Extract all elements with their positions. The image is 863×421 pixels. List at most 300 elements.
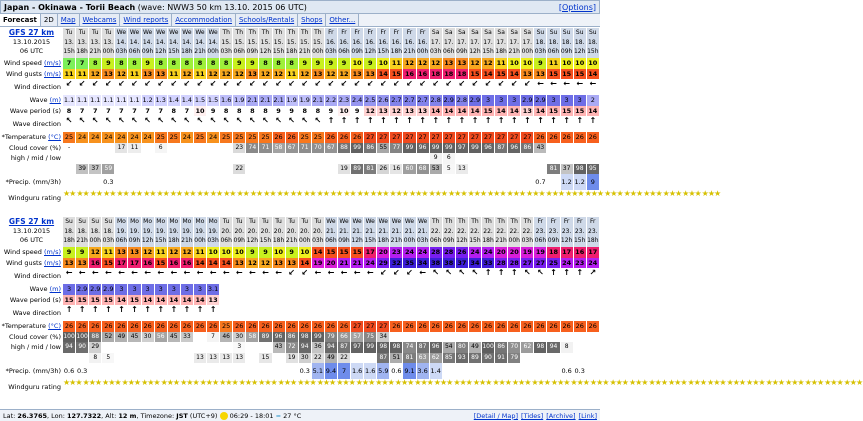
date: 14. bbox=[142, 38, 153, 46]
date: 16. bbox=[365, 38, 375, 46]
wave-height-cell: 3 bbox=[142, 284, 155, 295]
wave-height-cell: 1.1 bbox=[63, 96, 75, 104]
rating-stars: ★★ bbox=[317, 190, 330, 212]
rating-stars: ★★★ bbox=[389, 190, 409, 212]
date: 13. bbox=[103, 38, 114, 46]
wind-direction-cell: ← bbox=[547, 79, 560, 95]
time-column bbox=[168, 28, 181, 58]
time-column bbox=[246, 28, 259, 58]
wind-speed-cell: 13 bbox=[128, 247, 141, 258]
cloud-low-cell: 81 bbox=[403, 353, 416, 364]
rating-stars: ★★ bbox=[170, 190, 183, 212]
time-column bbox=[495, 217, 508, 247]
wind-gusts-cell: 11 bbox=[128, 69, 141, 80]
day: Th bbox=[314, 29, 322, 36]
wind-speed-cell: 13 bbox=[456, 58, 469, 69]
wave-period-cell: 9 bbox=[351, 106, 364, 117]
wave-direction-cell bbox=[364, 305, 377, 321]
rating-stars: ★★★ bbox=[487, 190, 507, 212]
tab-accommodation[interactable]: Accommodation bbox=[172, 14, 236, 26]
cloud-mid-cell bbox=[259, 342, 272, 353]
temperature-cell: 26 bbox=[547, 132, 560, 143]
tab-shops[interactable]: Shops bbox=[298, 14, 326, 26]
wind-speed-label-text: Wind speed bbox=[3, 248, 42, 256]
cloud-high-cells bbox=[63, 143, 600, 154]
time-column bbox=[508, 217, 521, 247]
wave-direction-cell: ↑ bbox=[128, 305, 141, 321]
temperature-cell: 24 bbox=[115, 132, 128, 143]
wave-direction-cell: ↑ bbox=[364, 116, 377, 132]
temperature-cell: 27 bbox=[377, 132, 390, 143]
wind-gusts-label bbox=[0, 69, 63, 80]
date: 16. bbox=[391, 38, 402, 46]
date: 17. bbox=[470, 38, 480, 46]
hour: 15h bbox=[364, 237, 376, 244]
wind-gusts-cell: 12 bbox=[273, 69, 286, 80]
time-column bbox=[128, 28, 141, 58]
wave-height-cell: 2.9 bbox=[469, 96, 481, 104]
hour: 06h bbox=[534, 237, 547, 244]
wind-speed-cell: 28 bbox=[443, 247, 456, 258]
cloud-mid-row bbox=[0, 153, 600, 164]
cloud-low-cell: 60 bbox=[403, 164, 416, 175]
cloud-low-cell bbox=[142, 164, 155, 175]
wind-speed-cell: 26 bbox=[456, 247, 469, 258]
rating-stars: ★★★ bbox=[785, 379, 805, 401]
cloud-low-cell bbox=[259, 164, 272, 175]
day: Th bbox=[497, 218, 505, 225]
cloud-mid-cell: 3 bbox=[233, 342, 246, 353]
hour: 21h bbox=[390, 237, 403, 244]
wind-speed-cell: 9 bbox=[325, 58, 338, 69]
rating-stars: ★★ bbox=[290, 190, 303, 212]
wind-gusts-cell: 14 bbox=[587, 69, 600, 80]
footer-link--tides-[interactable]: [Tides] bbox=[521, 411, 544, 420]
date: 13. bbox=[90, 38, 100, 46]
temperature-cell: 24 bbox=[142, 132, 155, 143]
rating-stars: ★★★ bbox=[467, 190, 487, 212]
wind-speed-cell: 11 bbox=[155, 247, 168, 258]
wave-period-cell: 9 bbox=[273, 106, 286, 117]
footer-link--link-[interactable]: [Link] bbox=[578, 411, 597, 420]
wave-direction-cell bbox=[233, 305, 246, 321]
wind-direction-cell: ↙ bbox=[142, 79, 155, 95]
cloud-mid-cell bbox=[181, 342, 194, 353]
rating-stars: ★★ bbox=[76, 190, 89, 212]
wave-period-cells bbox=[63, 295, 600, 306]
wind-speed-label-unit[interactable]: (m/s) bbox=[44, 248, 61, 256]
wind-direction-cell: ↙ bbox=[390, 79, 403, 95]
wind-direction-cell: ← bbox=[207, 268, 220, 284]
date: 13. bbox=[77, 38, 87, 46]
cloud-high-cell: 55 bbox=[377, 143, 390, 154]
time-column bbox=[181, 28, 194, 58]
temperature-cells bbox=[63, 321, 600, 332]
wind-direction-cell: ← bbox=[312, 268, 325, 284]
hour: 06h bbox=[115, 237, 128, 244]
temperature-cell: 26 bbox=[521, 321, 534, 332]
cloud-low-cell bbox=[155, 164, 168, 175]
tab-other-[interactable]: Other... bbox=[326, 14, 359, 26]
rating-stars: ★★★ bbox=[585, 190, 605, 212]
cloud-low-cell: 13 bbox=[456, 164, 469, 175]
footer-link--detail-map-[interactable]: [Detail / Map] bbox=[473, 411, 519, 420]
day: Th bbox=[431, 218, 440, 225]
cloud-high-cell: 58 bbox=[273, 143, 286, 154]
tab-webcams[interactable]: Webcams bbox=[80, 14, 121, 26]
wind-speed-cell: 7 bbox=[76, 58, 89, 69]
options-link[interactable]: [Options] bbox=[558, 2, 596, 12]
wind-gusts-cell: 27 bbox=[521, 258, 534, 269]
time-column bbox=[142, 217, 155, 247]
wave-direction-cell: ↖ bbox=[220, 116, 233, 132]
temperature-cell: 27 bbox=[430, 132, 443, 143]
hour: 06h bbox=[547, 48, 560, 55]
rating-stars: ★★ bbox=[250, 190, 263, 212]
date: 14. bbox=[155, 38, 166, 46]
precipitation-cell: 9 bbox=[587, 174, 600, 190]
temperature-cell: 26 bbox=[128, 321, 141, 332]
wind-gusts-cell: 23 bbox=[574, 258, 587, 269]
time-column bbox=[403, 28, 416, 58]
wave-height-cell bbox=[417, 284, 430, 295]
precipitation-cell: 9.4 bbox=[325, 363, 338, 379]
wind-direction-cell: ← bbox=[63, 268, 76, 284]
hour: 12h bbox=[364, 48, 376, 55]
day: Fr bbox=[354, 29, 360, 36]
hour: 12h bbox=[259, 48, 272, 55]
rating-stars: ★★★ bbox=[590, 379, 610, 401]
hour: 12h bbox=[246, 237, 259, 244]
day: Sa bbox=[510, 29, 518, 36]
wind-direction-cell: ↙ bbox=[338, 79, 351, 95]
hour: 12h bbox=[154, 48, 167, 55]
hour: 09h bbox=[351, 48, 363, 55]
time-column bbox=[76, 217, 89, 247]
temperature-cell: 24 bbox=[89, 132, 102, 143]
wind-direction-label-text: Wind direction bbox=[14, 272, 61, 280]
wind-gusts-cell: 15 bbox=[390, 69, 403, 80]
wave-height-label-text: Wave bbox=[29, 285, 48, 293]
date: 19. bbox=[155, 227, 166, 235]
wave-period-cell: 8 bbox=[246, 106, 259, 117]
wave-height-cell: 1.1 bbox=[76, 96, 88, 104]
day: Tu bbox=[235, 218, 243, 225]
day: Fr bbox=[380, 29, 387, 36]
precipitation-cell: 7 bbox=[338, 363, 351, 379]
day: Mo bbox=[195, 218, 205, 225]
cloud-mid-cell bbox=[220, 342, 233, 353]
wave-height-cell: 3 bbox=[128, 284, 141, 295]
wind-speed-cell: 9 bbox=[246, 58, 259, 69]
footer-link--archive-[interactable]: [Archive] bbox=[546, 411, 576, 420]
wave-height-cell: 2.9 bbox=[103, 285, 114, 293]
temperature-cell: 26 bbox=[194, 321, 207, 332]
cloud-low-cell bbox=[495, 164, 508, 175]
model-name-link[interactable]: GFS 27 km bbox=[8, 217, 55, 226]
temperature-label-unit[interactable]: (°C) bbox=[48, 322, 61, 330]
date: 17. bbox=[457, 38, 467, 46]
temperature-cell: 26 bbox=[561, 132, 574, 143]
tab-bar bbox=[0, 14, 600, 27]
wind-speed-cell: 19 bbox=[534, 247, 547, 258]
cloud-low-cell bbox=[299, 164, 312, 175]
cloud-mid-cell: 9 bbox=[430, 153, 443, 164]
wave-period-cell: 7 bbox=[181, 106, 194, 117]
wave-direction-cell: ↖ bbox=[155, 116, 168, 132]
wind-speed-cell: 20 bbox=[495, 247, 508, 258]
wave-height-label-unit[interactable]: (m) bbox=[49, 285, 61, 293]
day: Mo bbox=[169, 218, 179, 225]
wind-gusts-cell: 14 bbox=[220, 258, 233, 269]
date: 18. bbox=[548, 38, 559, 46]
wind-gusts-cell: 38 bbox=[430, 258, 443, 269]
date: 19. bbox=[208, 227, 218, 235]
precipitation-cell bbox=[508, 174, 521, 190]
cloud-high-cell: 46 bbox=[220, 332, 233, 343]
wind-gusts-cell: 19 bbox=[312, 258, 325, 269]
wind-gusts-cell: 12 bbox=[220, 69, 233, 80]
cloud-high-cell: 99 bbox=[312, 332, 325, 343]
cloud-low-cells bbox=[63, 353, 600, 364]
rating-stars: ★★ bbox=[210, 190, 223, 212]
wind-direction-cell: ↙ bbox=[299, 268, 312, 284]
wind-speed-cell: 24 bbox=[403, 247, 416, 258]
wind-gusts-cell: 25 bbox=[547, 258, 560, 269]
day: Su bbox=[91, 218, 100, 225]
page-title bbox=[4, 3, 307, 12]
wave-direction-cell: ↑ bbox=[482, 116, 495, 132]
wind-speed-cell: 23 bbox=[390, 247, 403, 258]
wave-direction-cell bbox=[456, 305, 469, 321]
tab-2d[interactable]: 2D bbox=[41, 14, 58, 26]
hour: 15h bbox=[154, 237, 167, 244]
day: Sa bbox=[523, 29, 532, 36]
time-column bbox=[63, 217, 76, 247]
time-column bbox=[312, 217, 325, 247]
day: We bbox=[156, 29, 166, 36]
cloud-mid-cell bbox=[246, 153, 259, 164]
wind-speed-cell: 10 bbox=[561, 58, 574, 69]
wave-period-cell: 9 bbox=[207, 106, 220, 117]
wind-speed-row bbox=[0, 247, 600, 258]
cloud-low-cell: 13 bbox=[220, 353, 233, 364]
cloud-low-cell bbox=[286, 164, 299, 175]
cloud-mid-cell bbox=[299, 153, 312, 164]
date: 21. bbox=[365, 227, 375, 235]
day: Fr bbox=[419, 29, 426, 36]
cloud-low-cell bbox=[561, 353, 574, 364]
cloud-low-cell bbox=[246, 353, 259, 364]
cloud-mid-cells bbox=[63, 342, 600, 353]
tab-forecast[interactable]: Forecast bbox=[0, 14, 41, 26]
cloud-low-cell: 13 bbox=[194, 353, 207, 364]
day: Th bbox=[523, 218, 532, 225]
model-name-link[interactable]: GFS 27 km bbox=[8, 28, 55, 37]
cloud-high-cell: 99 bbox=[469, 143, 482, 154]
rating-stars: ★★ bbox=[130, 190, 143, 212]
day: We bbox=[142, 29, 153, 36]
cloud-high-cell bbox=[194, 143, 207, 154]
date: 23. bbox=[588, 227, 598, 235]
precipitation-cell bbox=[220, 174, 233, 190]
wave-height-label-unit[interactable]: (m) bbox=[49, 96, 61, 104]
wave-period-cell bbox=[587, 295, 600, 306]
time-column bbox=[338, 217, 351, 247]
temperature-cell: 27 bbox=[482, 132, 495, 143]
wave-period-cell: 14 bbox=[495, 106, 508, 117]
day: Th bbox=[510, 218, 518, 225]
cloud-high-cell bbox=[547, 143, 560, 154]
cloud-high-cell: 86 bbox=[364, 143, 377, 154]
wave-direction-cell bbox=[430, 305, 443, 321]
precipitation-cell: 0.3 bbox=[299, 363, 312, 379]
wave-height-cell bbox=[561, 284, 574, 295]
temperature-cell: 26 bbox=[286, 321, 299, 332]
wind-direction-cell: ↖ bbox=[443, 268, 456, 284]
cloud-label-2 bbox=[0, 153, 63, 164]
rating-stars: ★★★ bbox=[546, 190, 566, 212]
date: 16. bbox=[352, 38, 362, 46]
wave-direction-cell: ↑ bbox=[403, 116, 416, 132]
wave-direction-cell: ↑ bbox=[207, 305, 220, 321]
date: 23. bbox=[535, 227, 546, 235]
wave-direction-row bbox=[0, 116, 600, 132]
date: 18. bbox=[574, 38, 585, 46]
temperature-cell: 24 bbox=[76, 132, 89, 143]
temperature-label-unit[interactable]: (°C) bbox=[48, 133, 61, 141]
precipitation-cell: 1.6 bbox=[351, 363, 364, 379]
wind-direction-cell: ↑ bbox=[574, 268, 587, 284]
precipitation-cell bbox=[456, 363, 469, 379]
rating-stars: ★★★ bbox=[278, 379, 298, 401]
wind-gusts-cell: 15 bbox=[495, 69, 508, 80]
wind-direction-cell: ↙ bbox=[286, 268, 299, 284]
wind-gusts-label-unit[interactable]: (m/s) bbox=[44, 258, 61, 267]
cloud-low-cell: 81 bbox=[364, 164, 377, 175]
time-column bbox=[89, 28, 102, 58]
wind-gusts-label-unit[interactable]: (m/s) bbox=[44, 69, 61, 78]
wind-direction-cell: ← bbox=[220, 268, 233, 284]
temperature-cell: 27 bbox=[495, 132, 508, 143]
rating-stars: ★★★ bbox=[648, 379, 668, 401]
wind-direction-label bbox=[0, 268, 63, 284]
time-column bbox=[521, 217, 534, 247]
wave-period-cell bbox=[547, 295, 560, 306]
tab-wind-reports[interactable]: Wind reports bbox=[120, 14, 172, 26]
cloud-high-cell bbox=[547, 332, 560, 343]
tab-schools-rentals[interactable]: Schools/Rentals bbox=[236, 14, 298, 26]
time-column bbox=[259, 28, 272, 58]
rating-stars: ★★★ bbox=[824, 379, 844, 401]
hour: 21h bbox=[181, 237, 193, 244]
precipitation-cell bbox=[495, 363, 508, 379]
date: 15. bbox=[221, 38, 231, 46]
time-column bbox=[390, 217, 403, 247]
wave-direction-cell: ↖ bbox=[76, 116, 89, 132]
wind-speed-label-unit[interactable]: (m/s) bbox=[44, 59, 61, 67]
hour: 00h bbox=[508, 237, 520, 244]
rating-stars: ★★★ bbox=[507, 190, 527, 212]
rating-stars: ★★ bbox=[143, 190, 156, 212]
precipitation-cell bbox=[102, 363, 115, 379]
wave-height-cell: 2.2 bbox=[325, 96, 337, 104]
tab-map[interactable]: Map bbox=[58, 14, 80, 26]
cloud-high-cell: 34 bbox=[377, 332, 390, 343]
wave-period-cell: 10 bbox=[338, 106, 351, 117]
cloud-high-cell bbox=[456, 332, 469, 343]
wave-direction-cell: ↑ bbox=[377, 116, 390, 132]
windguru-rating-cells bbox=[63, 189, 721, 212]
cloud-mid-cell bbox=[338, 153, 351, 164]
precipitation-cell bbox=[142, 363, 155, 379]
cloud-mid-cell bbox=[377, 153, 390, 164]
wind-speed-cell: 11 bbox=[495, 58, 508, 69]
cloud-mid-cell: 87 bbox=[417, 342, 430, 353]
rating-stars: ★★★ bbox=[643, 190, 663, 212]
windguru-rating-cells bbox=[63, 378, 863, 401]
precipitation-cell bbox=[155, 174, 168, 190]
rating-stars: ★★★ bbox=[414, 379, 434, 401]
date: 20. bbox=[247, 227, 258, 235]
temperature-cell: 26 bbox=[76, 321, 89, 332]
wind-direction-cell: ↙ bbox=[102, 79, 115, 95]
rating-stars: ★★★ bbox=[161, 379, 181, 401]
day: Fr bbox=[590, 218, 596, 225]
precipitation-cell bbox=[128, 363, 141, 379]
wind-gusts-cell: 12 bbox=[233, 69, 246, 80]
time-column bbox=[587, 217, 600, 247]
rating-stars: ★★★ bbox=[83, 379, 103, 401]
wind-gusts-cell: 17 bbox=[128, 258, 141, 269]
wind-direction-cell: ↙ bbox=[194, 79, 207, 95]
cloud-mid-cell bbox=[574, 342, 587, 353]
day: Su bbox=[562, 29, 571, 36]
cloud-mid-cell bbox=[207, 342, 220, 353]
wave-period-label bbox=[0, 106, 63, 117]
wind-gusts-cell: 34 bbox=[417, 258, 430, 269]
wave-height-label-text: Wave bbox=[29, 96, 48, 104]
wave-height-row bbox=[0, 95, 600, 106]
cloud-high-row bbox=[0, 143, 600, 154]
cloud-mid-cell bbox=[351, 153, 364, 164]
day: Mo bbox=[130, 218, 139, 225]
wind-direction-cell: ↖ bbox=[430, 268, 443, 284]
wave-direction-cell bbox=[469, 305, 482, 321]
cloud-low-cell: 51 bbox=[390, 353, 403, 364]
wave-direction-cell bbox=[259, 305, 272, 321]
tz-label: , Timezone: bbox=[136, 411, 177, 420]
wave-period-cell bbox=[469, 295, 482, 306]
cloud-mid-cell bbox=[364, 153, 377, 164]
hour: 12h bbox=[456, 237, 468, 244]
cloud-low-row bbox=[0, 353, 600, 364]
date: 22. bbox=[483, 227, 493, 235]
cloud-low-cell: 85 bbox=[443, 353, 456, 364]
temperature-cell: 25 bbox=[220, 321, 233, 332]
cloud-high-cell: 100 bbox=[63, 332, 76, 343]
wind-direction-cell: ← bbox=[76, 268, 89, 284]
wave-height-cell bbox=[456, 284, 469, 295]
rating-stars: ★★★ bbox=[409, 190, 429, 212]
hour: 18h bbox=[482, 237, 494, 244]
precipitation-cell bbox=[443, 174, 456, 190]
temperature-cell: 25 bbox=[233, 132, 246, 143]
wave-period-label-text: Wave period (s) bbox=[9, 295, 61, 304]
cloud-low-cell bbox=[273, 164, 286, 175]
water-icon: ≈ bbox=[275, 411, 282, 420]
wind-gusts-cell: 33 bbox=[482, 258, 495, 269]
